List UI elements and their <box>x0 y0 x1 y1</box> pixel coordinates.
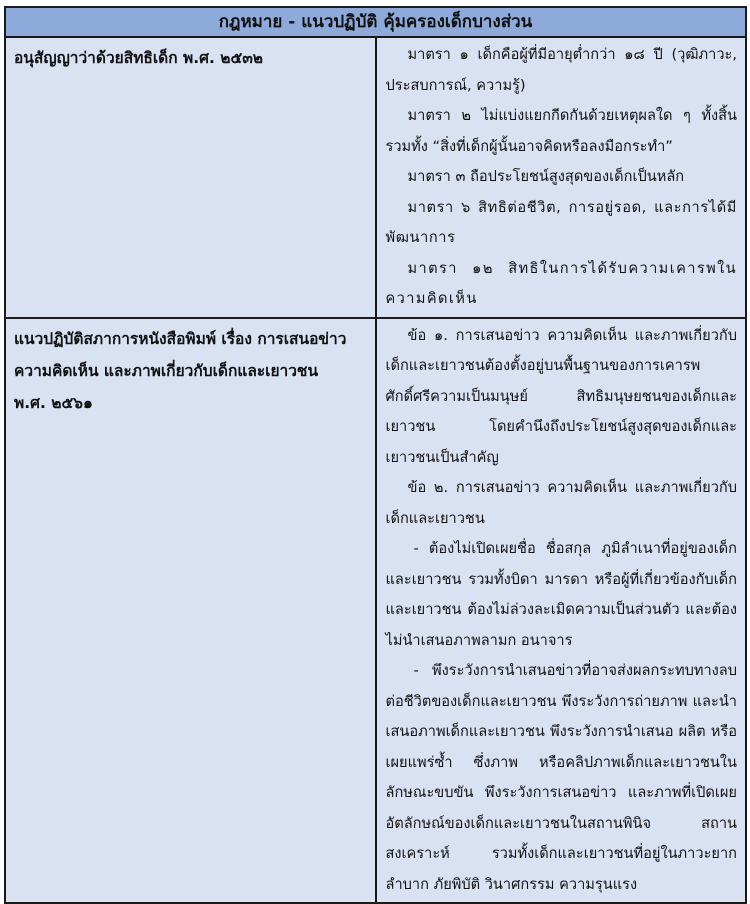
row-source-crc <box>5 37 376 318</box>
source-year: พ.ศ. ๒๕๖๑ <box>14 393 93 412</box>
article-item: มาตรา ๑ เด็กคือผู้ที่มีอายุต่ำกว่า ๑๘ ปี (วุฒิภาวะ, ประสบการณ์, ความรู้) <box>385 46 737 94</box>
article-item: มาตรา ๒ ไม่แบ่งแยกกีดกันด้วยเหตุผลใด ๆ ทั้งสิ้น รวมทั้ง “สิ่งที่เด็กผู้นั้นอาจคิดหรือลงมือกระทำ” <box>385 107 737 155</box>
table-title: กฎหมาย - แนวปฏิบัติ คุ้มครองเด็กบางส่วน <box>5 7 746 37</box>
clause-item: ข้อ ๒. การเสนอข่าว ความคิดเห็น และภาพเกี่ยวกับเด็กและเยาวชน <box>385 479 737 527</box>
child-protection-law-table <box>4 6 747 904</box>
article-item: มาตรา ๑๒ สิทธิในการได้รับความเคารพในความคิดเห็น <box>385 259 737 307</box>
row-source-press-council <box>5 318 376 904</box>
source-label: แนวปฏิบัติสภาการหนังสือพิมพ์ เรื่อง การเสนอข่าว ความคิดเห็น และภาพเกี่ยวกับเด็กและเยาวชน <box>14 329 347 380</box>
source-label: อนุสัญญาว่าด้วยสิทธิเด็ก พ.ศ. ๒๕๓๒ <box>14 49 264 67</box>
table-row <box>5 318 746 904</box>
article-item: มาตรา ๖ สิทธิต่อชีวิต, การอยู่รอด, และการได้มีพัฒนาการ <box>385 198 737 246</box>
clause-item: ข้อ ๑. การเสนอข่าว ความคิดเห็น และภาพเกี่ยวกับเด็กและเยาวชนต้องตั้งอยู่บนพื้นฐานของการเคารพศักดิ์ศรีความเป็นมนุษย์ สิทธิมนุษยชนของเด็กและเยาวชน โดยคำนึงถึงประโยชน์สูงสุดของเด็กและเยาวชนเป็นสำคัญ <box>385 326 737 466</box>
clause-bullet: - พึงระวังการนำเสนอข่าวที่อาจส่งผลกระทบทางลบต่อชีวิตของเด็กและเยาวชน พึงระวังการถ่ายภาพ และนำเสนอภาพเด็กและเยาวชน พึงระวังการนำเสนอ ผลิต หรือเผยแพร่ซ้ำ ซึ่งภาพ หรือคลิปภาพเด็กและเยาวชนในลักษณะขบขัน พึงระวังการเสนอข่าว และภาพที่เปิดเผยอัตลักษณ์ของเด็กและเยาวชนในสถานพินิจ สถานสงเคราะห์ รวมทั้งเด็กและเยาวชนที่อยู่ในภาวะยากลำบาก ภัยพิบัติ วินาศกรรม ความรุนแรง <box>385 662 737 893</box>
clause-bullet: - ต้องไม่เปิดเผยชื่อ ชื่อสกุล ภูมิลำเนาที่อยู่ของเด็กและเยาวชน รวมทั้งบิดา มารดา หรือผู้ที่เกี่ยวข้องกับเด็กและเยาวชน ต้องไม่ล่วงละเมิดความเป็นส่วนตัว และต้องไม่นำเสนอภาพลามก อนาจาร <box>385 540 737 649</box>
row-content-press-council <box>376 318 747 904</box>
table-row <box>5 37 746 318</box>
article-item: มาตรา ๓ ถือประโยชน์สูงสุดของเด็กเป็นหลัก <box>407 168 685 185</box>
row-content-crc <box>376 37 747 318</box>
